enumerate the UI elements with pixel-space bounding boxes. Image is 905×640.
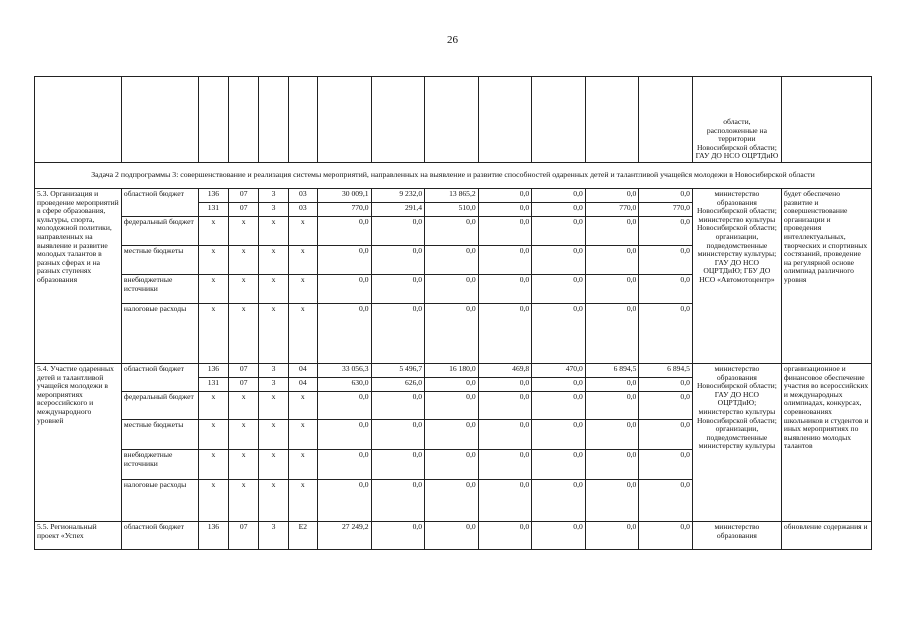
amount-cell: 0,0 (585, 275, 639, 304)
amount-cell: 0,0 (585, 392, 639, 420)
code-cell: 131 (198, 378, 228, 392)
amount-cell: 0,0 (478, 480, 532, 522)
code-cell: x (198, 217, 228, 246)
funding-source: областной бюджет (121, 522, 198, 550)
code-cell: x (198, 275, 228, 304)
empty-cell: 0,0 (585, 522, 639, 550)
amount-cell: 0,0 (478, 275, 532, 304)
code-cell: 136 (198, 364, 228, 378)
code-cell: x (198, 392, 228, 420)
empty-cell (425, 77, 479, 163)
measure-5-4 (35, 364, 872, 522)
code-cell: x (288, 480, 317, 522)
code-cell: 3 (259, 378, 288, 392)
amount-cell: 0,0 (478, 189, 532, 203)
amount-cell: 0,0 (585, 304, 639, 364)
program-table (34, 76, 872, 550)
amount-cell: 0,0 (317, 480, 371, 522)
amount-cell: 0,0 (371, 246, 425, 275)
code-cell: 03 (288, 189, 317, 203)
amount-cell: 0,0 (425, 420, 479, 450)
amount-cell: 0,0 (478, 246, 532, 275)
amount-cell: 0,0 (478, 217, 532, 246)
funding-source: налоговые расходы (121, 304, 198, 364)
amount-cell: 0,0 (478, 392, 532, 420)
code-cell: x (259, 217, 288, 246)
empty-cell: 27 249,2 (317, 522, 371, 550)
code-cell: x (259, 480, 288, 522)
amount-cell: 0,0 (532, 275, 586, 304)
amount-cell: 770,0 (585, 203, 639, 217)
funding-source: местные бюджеты (121, 420, 198, 450)
code-cell: 3 (259, 364, 288, 378)
amount-cell: 0,0 (532, 246, 586, 275)
empty-cell (781, 77, 871, 163)
amount-cell: 0,0 (532, 217, 586, 246)
code-cell: 07 (229, 189, 259, 203)
amount-cell: 0,0 (532, 392, 586, 420)
empty-cell (478, 77, 532, 163)
amount-cell: 0,0 (532, 378, 586, 392)
empty-cell (35, 77, 122, 163)
amount-cell: 0,0 (371, 450, 425, 480)
code-cell: x (288, 304, 317, 364)
amount-cell: 0,0 (532, 450, 586, 480)
funding-source: федеральный бюджет (121, 217, 198, 246)
amount-cell: 0,0 (371, 304, 425, 364)
amount-cell: 0,0 (639, 480, 693, 522)
empty-cell (121, 77, 198, 163)
amount-cell: 630,0 (317, 378, 371, 392)
code-cell: x (288, 275, 317, 304)
code-cell: 03 (288, 203, 317, 217)
amount-cell: 0,0 (639, 246, 693, 275)
measure-name: 5.5. Региональный проект «Успех (35, 522, 122, 550)
amount-cell: 0,0 (317, 450, 371, 480)
amount-cell: 0,0 (317, 420, 371, 450)
amount-cell: 0,0 (478, 304, 532, 364)
empty-cell (229, 77, 259, 163)
amount-cell: 5 496,7 (371, 364, 425, 378)
amount-cell: 0,0 (585, 189, 639, 203)
continuation-row (35, 77, 872, 163)
amount-cell: 0,0 (532, 420, 586, 450)
code-cell: x (259, 275, 288, 304)
code-cell: x (288, 217, 317, 246)
code-cell: x (229, 392, 259, 420)
amount-cell: 0,0 (639, 189, 693, 203)
amount-cell: 0,0 (639, 392, 693, 420)
amount-cell: 0,0 (317, 217, 371, 246)
amount-cell: 0,0 (532, 480, 586, 522)
amount-cell: 0,0 (317, 392, 371, 420)
amount-cell: 510,0 (425, 203, 479, 217)
amount-cell: 30 009,1 (317, 189, 371, 203)
code-cell: 04 (288, 378, 317, 392)
empty-cell (532, 77, 586, 163)
amount-cell: 0,0 (532, 304, 586, 364)
responsible-cell: министерство образования (692, 522, 781, 550)
amount-cell: 0,0 (371, 217, 425, 246)
responsible-cell: министерство образования Новосибирской области; ГАУ ДО НСО ОЦРТДиЮ; министерство культуры Новосибирской области; организации, подведомственные министерству культуры (692, 364, 781, 522)
measure-5-3 (35, 189, 872, 364)
code-cell: x (198, 246, 228, 275)
code-cell: x (198, 480, 228, 522)
empty-cell (259, 77, 288, 163)
empty-cell: 0,0 (425, 522, 479, 550)
code-cell: x (229, 450, 259, 480)
amount-cell: 0,0 (585, 217, 639, 246)
code-cell: x (198, 420, 228, 450)
amount-cell: 0,0 (585, 246, 639, 275)
amount-cell: 0,0 (478, 450, 532, 480)
empty-cell: 136 (198, 522, 228, 550)
amount-cell: 0,0 (371, 420, 425, 450)
empty-cell (198, 77, 228, 163)
amount-cell: 0,0 (532, 189, 586, 203)
page-number: 26 (447, 34, 458, 46)
amount-cell: 0,0 (317, 246, 371, 275)
amount-cell: 33 056,3 (317, 364, 371, 378)
code-cell: 136 (198, 189, 228, 203)
amount-cell: 0,0 (585, 450, 639, 480)
amount-cell: 770,0 (639, 203, 693, 217)
code-cell: x (288, 420, 317, 450)
amount-cell: 6 894,5 (639, 364, 693, 378)
amount-cell: 0,0 (425, 480, 479, 522)
amount-cell: 0,0 (425, 275, 479, 304)
amount-cell: 0,0 (639, 275, 693, 304)
measure-5-5 (35, 522, 872, 550)
amount-cell: 0,0 (639, 378, 693, 392)
code-cell: x (229, 480, 259, 522)
code-cell: x (198, 304, 228, 364)
amount-cell: 0,0 (532, 203, 586, 217)
table-row (35, 364, 872, 378)
responsible-cell: министерство образования Новосибирской области; министерство культуры Новосибирской области; организации, подведомственные министерству культуры; ГАУ ДО НСО ОЦРТДиЮ; ГБУ ДО НСО «Автомотоцентр» (692, 189, 781, 364)
amount-cell: 0,0 (425, 450, 479, 480)
code-cell: x (229, 420, 259, 450)
empty-cell: 0,0 (532, 522, 586, 550)
amount-cell: 0,0 (371, 392, 425, 420)
funding-source: областной бюджет (121, 189, 198, 217)
amount-cell: 0,0 (425, 392, 479, 420)
funding-source: федеральный бюджет (121, 392, 198, 420)
amount-cell: 0,0 (478, 203, 532, 217)
code-cell: x (288, 450, 317, 480)
measure-name: 5.4. Участие одаренных детей и талантливой учащейся молодежи в мероприятиях всероссийского и международного уровней (35, 364, 122, 522)
amount-cell: 0,0 (585, 378, 639, 392)
result-cell: обновление содержания и (781, 522, 871, 550)
table-row (35, 189, 872, 203)
funding-source: внебюджетные источники (121, 450, 198, 480)
empty-cell: 0,0 (371, 522, 425, 550)
amount-cell: 0,0 (425, 217, 479, 246)
empty-cell (585, 77, 639, 163)
amount-cell: 0,0 (639, 217, 693, 246)
empty-cell: 0,0 (478, 522, 532, 550)
code-cell: x (229, 217, 259, 246)
code-cell: x (198, 450, 228, 480)
measure-name: 5.3. Организация и проведение мероприятий в сфере образования, культуры, спорта, молодежной политики, направленных на выявление и развитие молодых талантов в разных сферах и на разных ступенях образования (35, 189, 122, 364)
continued-responsible-cell: области, расположенные на территории Новосибирской области; ГАУ ДО НСО ОЦРТДиЮ (692, 77, 781, 163)
code-cell: x (259, 392, 288, 420)
amount-cell: 0,0 (585, 420, 639, 450)
result-cell: организационное и финансовое обеспечение участия во всероссийских и международных олимпиадах, конкурсах, соревнованиях школьников и студентов и иных мероприятиях по выявлению молодых талантов (781, 364, 871, 522)
funding-source: внебюджетные источники (121, 275, 198, 304)
code-cell: x (259, 246, 288, 275)
empty-cell (317, 77, 371, 163)
amount-cell: 0,0 (425, 378, 479, 392)
code-cell: x (288, 246, 317, 275)
empty-cell (288, 77, 317, 163)
amount-cell: 0,0 (639, 304, 693, 364)
code-cell: 3 (259, 189, 288, 203)
funding-source: местные бюджеты (121, 246, 198, 275)
amount-cell: 0,0 (425, 246, 479, 275)
task-header-row (35, 163, 872, 189)
code-cell: 07 (229, 378, 259, 392)
amount-cell: 0,0 (478, 420, 532, 450)
amount-cell: 0,0 (371, 275, 425, 304)
amount-cell: 9 232,0 (371, 189, 425, 203)
amount-cell: 0,0 (478, 378, 532, 392)
amount-cell: 6 894,5 (585, 364, 639, 378)
amount-cell: 13 865,2 (425, 189, 479, 203)
amount-cell: 470,0 (532, 364, 586, 378)
amount-cell: 770,0 (317, 203, 371, 217)
code-cell: x (229, 304, 259, 364)
task-header: Задача 2 подпрограммы 3: совершенствование и реализация системы мероприятий, направленных на выявление и развитие способностей одаренных детей и талантливой учащейся молодежи в Новосибирской области (35, 163, 872, 189)
amount-cell: 291,4 (371, 203, 425, 217)
code-cell: 04 (288, 364, 317, 378)
code-cell: 07 (229, 364, 259, 378)
amount-cell: 0,0 (317, 304, 371, 364)
empty-cell: 3 (259, 522, 288, 550)
code-cell: x (259, 450, 288, 480)
result-cell: будет обеспечено развитие и совершенствование организации и проведения интеллектуальных, творческих и спортивных состязаний, проведение на регулярной основе олимпиад различного уровня (781, 189, 871, 364)
funding-source: областной бюджет (121, 364, 198, 392)
funding-source: налоговые расходы (121, 480, 198, 522)
code-cell: 07 (229, 203, 259, 217)
code-cell: 131 (198, 203, 228, 217)
empty-cell: 07 (229, 522, 259, 550)
table-row (35, 522, 872, 550)
code-cell: x (259, 304, 288, 364)
amount-cell: 0,0 (639, 450, 693, 480)
code-cell: x (229, 275, 259, 304)
empty-cell: 0,0 (639, 522, 693, 550)
empty-cell (371, 77, 425, 163)
amount-cell: 0,0 (585, 480, 639, 522)
empty-cell: E2 (288, 522, 317, 550)
code-cell: 3 (259, 203, 288, 217)
code-cell: x (288, 392, 317, 420)
amount-cell: 469,8 (478, 364, 532, 378)
code-cell: x (229, 246, 259, 275)
empty-cell (639, 77, 693, 163)
amount-cell: 626,0 (371, 378, 425, 392)
amount-cell: 0,0 (371, 480, 425, 522)
amount-cell: 16 180,0 (425, 364, 479, 378)
amount-cell: 0,0 (639, 420, 693, 450)
amount-cell: 0,0 (317, 275, 371, 304)
amount-cell: 0,0 (425, 304, 479, 364)
code-cell: x (259, 420, 288, 450)
